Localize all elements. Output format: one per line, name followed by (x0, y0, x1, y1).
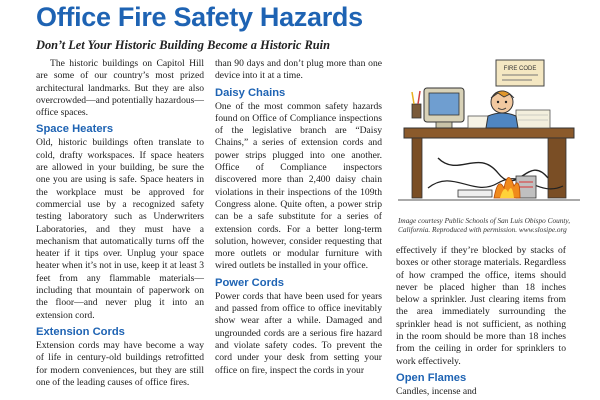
column-2-continuation: than 90 days and don’t plug more than one device into it at a time. (215, 58, 382, 82)
column-3 (396, 245, 566, 398)
column-2 (215, 58, 382, 377)
person-body (486, 113, 518, 128)
heading-space-heaters: Space Heaters (36, 123, 114, 136)
sign-text: FIRE CODE (503, 66, 537, 72)
desk (404, 128, 574, 138)
power-cords-paragraph: Power cords that have been used for years and passed from office to office inevitably show wear after a while. Damaged and ungrounded cords are a serious fire hazard and violate safety codes. To prevent the cord under your desk from setting your office on fire, inspect the cords in your (215, 290, 382, 376)
heading-open-flames: Open Flames (396, 371, 467, 384)
heading-power-cords: Power Cords (215, 276, 285, 289)
article-subtitle: Don’t Let Your Historic Building Become a Historic Ruin (36, 38, 330, 52)
sign-board (496, 60, 544, 86)
column-3-continuation: effectively if they’re blocked by stacks of boxes or other storage materials. Regardless of how cramped the office, items should never be placed higher than 18 inches below a sprinkler. Just clearing items from the area immediately surrounding the sprinkler head is not sufficient, as nothing in the room should be more than 18 inches from the ceiling in order for sprinklers to work effectively. (396, 245, 566, 367)
open-flames-paragraph: Candles, incense and (396, 385, 477, 397)
article-title: Office Fire Safety Hazards (36, 2, 363, 32)
heading-daisy-chains: Daisy Chains (215, 86, 286, 99)
space-heaters-paragraph: Old, historic buildings often translate to cold, drafty workspaces. If space heaters are allowed in your building, be sure the one you are using is safe. Space heaters in the workplace must be approved for commercial use by a recognized safety testing laboratory such as Underwriters Laboratories, and they must have a mechanism that automatically turns off the heater if it tips over. Unplug your space heater when it’s not in use, keep it at least 3 feet from any flammable materials—including that mountain of paperwork on the floor—and never plug it into an extension cord. (36, 137, 204, 321)
column-1 (36, 58, 204, 389)
image-caption: Image courtesy Public Schools of San Luis Obispo County, California. Reproduced with permission. www.slosipe.org (398, 216, 571, 234)
intro-paragraph: The historic buildings on Capitol Hill are some of our country’s most prized architectural landmarks. But they are also overcrowded—and potentially hazardous—office spaces. (36, 58, 204, 119)
extension-cords-paragraph: Extension cords may have become a way of life in century-old buildings retrofitted for modern conveniences, but they are still one of the leading causes of office fires. (36, 339, 204, 388)
daisy-chains-paragraph: One of the most common safety hazards found on Office of Compliance inspections of the legislative branch are “Daisy Chains,” a series of extension cords and power strips plugged into one another. Office of Compliance inspectors discovered more than 2,400 daisy chain violations in their inspections of the 109th Congress alone. Quite often, a power strip can be a safe substitute for a series of extension cords. For a better long-term solution, however, consider requesting that more outlets or modular furniture with wired outlets be installed in your office. (215, 100, 382, 272)
office-fire-illustration (398, 58, 580, 212)
power-strip-icon (458, 190, 492, 197)
heading-extension-cords: Extension Cords (36, 325, 125, 338)
